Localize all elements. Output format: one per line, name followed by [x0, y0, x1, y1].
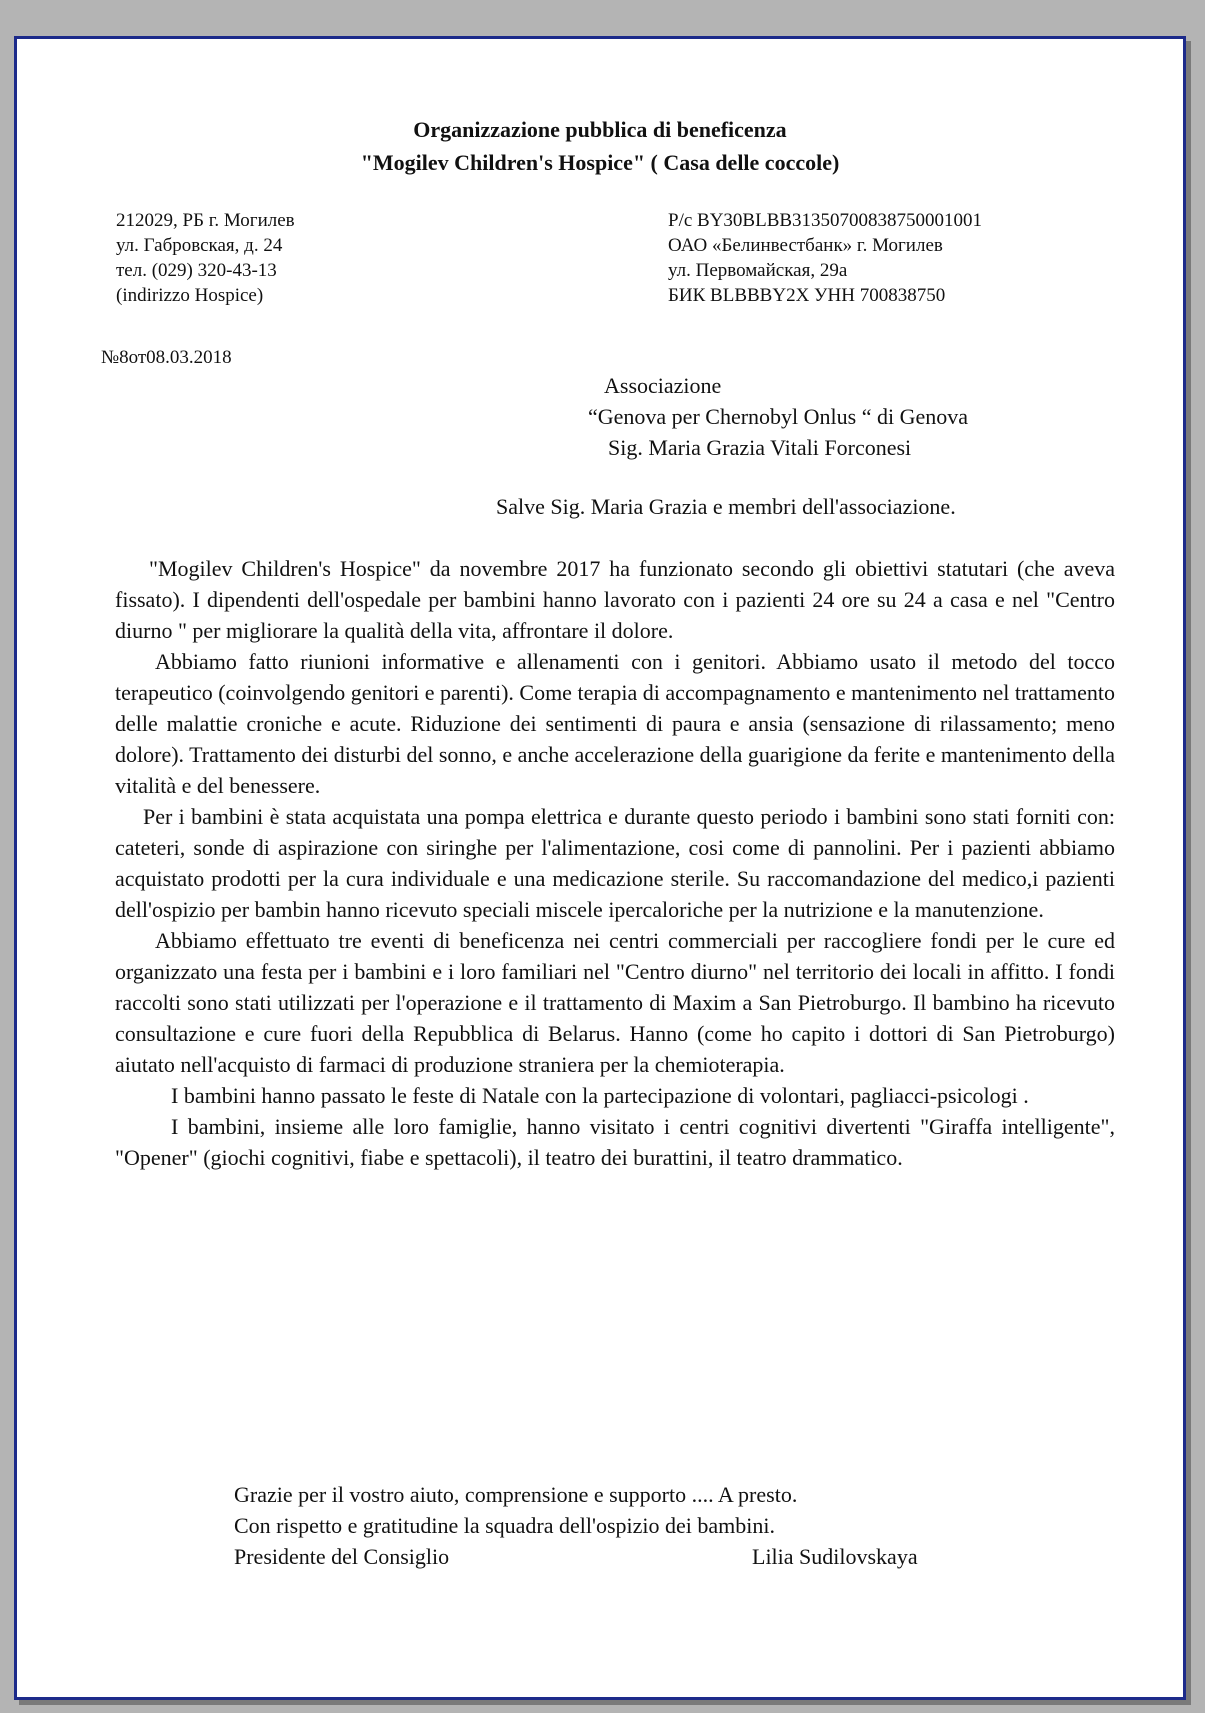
- address-line: (indirizzo Hospice): [116, 285, 264, 306]
- signature-line: [234, 1541, 918, 1572]
- letter-body: [115, 553, 1115, 1173]
- signer-name: Lilia Sudilovskaya: [752, 1544, 918, 1569]
- body-paragraph: Abbiamo fatto riunioni informative e allenamenti con i genitori. Abbiamo usato il metodo del tocco terapeutico (coinvolgendo genitori e parenti). Come terapia di accompagnamento e mantenimento nel trattamento delle malattie croniche e acute. Riduzione dei sentimenti di paura e ansia (sensazione di rilassamento; meno dolore). Trattamento dei disturbi del sonno, e anche accelerazione della guarigione da ferite e mantenimento della vitalità e del benessere.: [115, 649, 1116, 798]
- body-paragraph: Per i bambini è stata acquistata una pompa elettrica e durante questo periodo i bambini sono stati forniti con: cateteri, sonde di aspirazione con siringhe per l'alimentazione, cosi come di pannolini. Per i pazienti abbiamo acquistato prodotti per la cura individuale e una medicazione sterile. Su raccomandazione del medico,i pazienti dell'ospizio per bambin hanno ricevuto speciali miscele ipercaloriche per la nutrizione e la manutenzione.: [115, 804, 1115, 922]
- organization-title: Organizzazione pubblica di beneficenza: [413, 117, 787, 142]
- closing-block: [234, 1479, 918, 1572]
- body-paragraph: Abbiamo effettuato tre eventi di beneficenza nei centri commerciali per raccogliere fondi per le cure ed organizzato una festa per i bambini e i loro familiari nel "Centro diurno" nel territorio dei locali in affitto. I fondi raccolti sono stati utilizzati per l'operazione e il trattamento di Maxim a San Pietroburgo. Il bambino ha ricevuto consultazione e cure fuori della Repubblica di Belarus. Hanno (come ho capito i dottori di San Pietroburgo) aiutato nell'acquisto di farmaci di produzione straniera per la chemioterapia.: [115, 928, 1115, 1077]
- recipient-line: “Genova per Chernobyl Onlus “ di Genova: [588, 404, 969, 429]
- address-line: ул. Габровская, д. 24: [116, 235, 283, 256]
- recipient-line: Associazione: [604, 373, 722, 398]
- sender-address: [116, 209, 295, 309]
- bank-line: ул. Первомайская, 29а: [668, 260, 848, 281]
- signer-title: Presidente del Consiglio: [234, 1544, 450, 1569]
- body-paragraph: I bambini, insieme alle loro famiglie, hanno visitato i centri cognitivi divertenti "Giraffa intelligente", "Opener" (giochi cognitivi, fiabe e spettacoli), il teatro dei burattini, il teatro drammatico.: [115, 1114, 1115, 1170]
- bank-line: ОАО «Белинвестбанк» г. Могилев: [668, 235, 943, 256]
- bank-details: [668, 209, 982, 309]
- closing-line: Grazie per il vostro aiuto, comprensione e supporto .... A presto.: [234, 1482, 798, 1507]
- greeting: Salve Sig. Maria Grazia e membri dell'associazione.: [496, 494, 956, 519]
- closing-line: Con rispetto e gratitudine la squadra dell'ospizio dei bambini.: [234, 1513, 776, 1538]
- body-paragraph: "Mogilev Children's Hospice" da novembre 2017 ha funzionato secondo gli obiettivi statutari (che aveva fissato). I dipendenti dell'ospedale per bambini hanno lavorato con i pazienti 24 ore su 24 a casa e nel "Centro diurno " per migliorare la qualità della vita, affrontare il dolore.: [115, 556, 1115, 643]
- address-line: 212029, РБ г. Могилев: [116, 210, 295, 231]
- letter-page: [14, 36, 1186, 1700]
- hospice-name: "Mogilev Children's Hospice" ( Casa delle coccole): [360, 150, 840, 175]
- recipient-line: Sig. Maria Grazia Vitali Forconesi: [608, 435, 912, 460]
- reference-number: №8от08.03.2018: [101, 347, 232, 368]
- body-paragraph: I bambini hanno passato le feste di Natale con la partecipazione di volontari, pagliacci-psicologi .: [171, 1083, 1029, 1108]
- bank-line: БИК BLBBBY2X УНН 700838750: [668, 285, 946, 306]
- address-line: тел. (029) 320-43-13: [116, 260, 277, 281]
- bank-line: Р/с BY30BLBB31350700838750001001: [668, 210, 983, 231]
